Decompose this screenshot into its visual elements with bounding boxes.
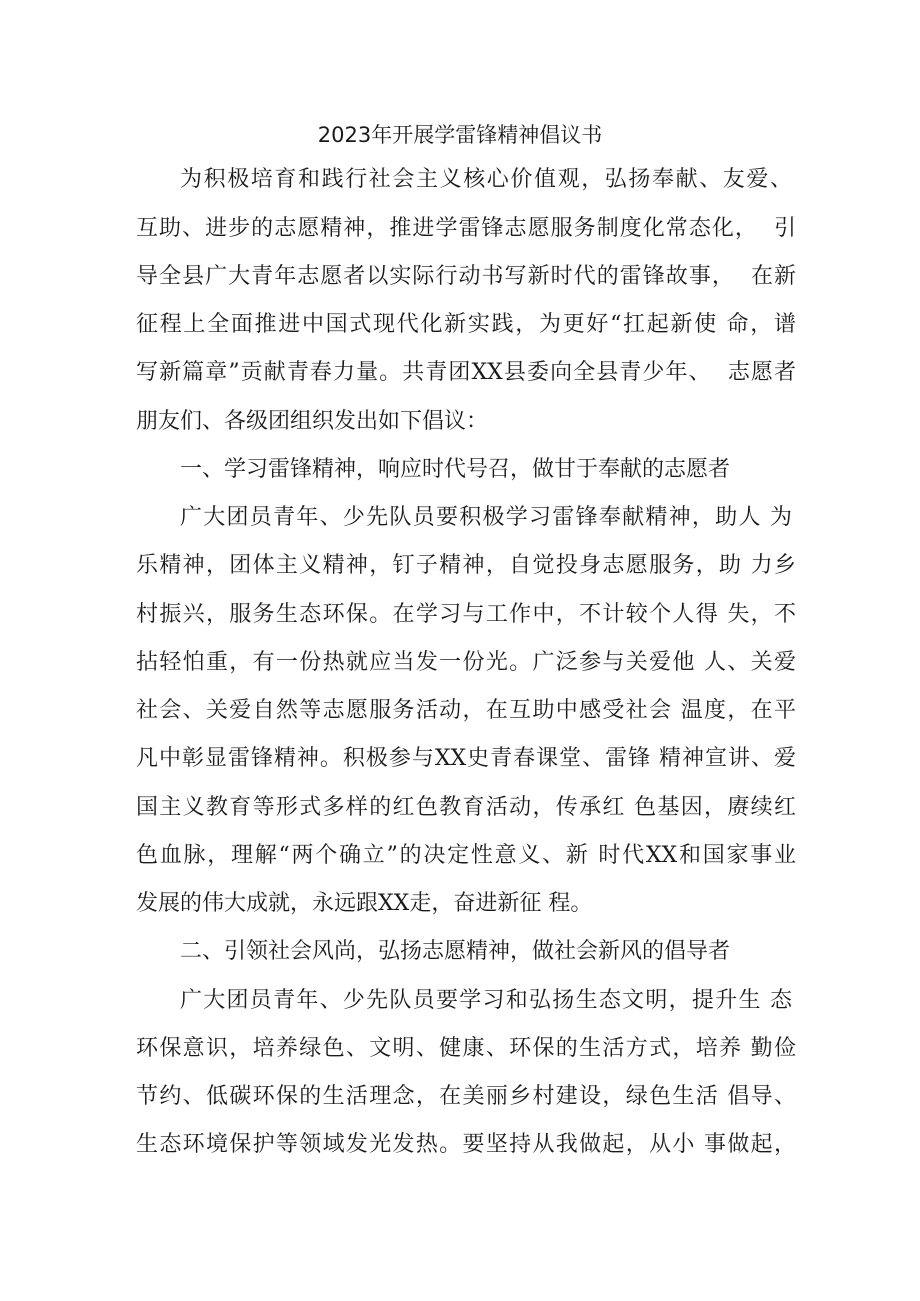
text-line: 社会、关爱自然等志愿服务活动，在互助中感受社会 温度，在平 [136, 698, 796, 723]
text-line: 广大团员青年、少先队员要学习和弘扬生态文明，提升生 态 [180, 988, 792, 1013]
text-line: 乐精神，团体主义精神，钉子精神，自觉投身志愿服务，助 力乡 [136, 553, 796, 578]
text-line: 节约、低碳环保的生活理念，在美丽乡村建设，绿色生活 倡导、 [136, 1084, 796, 1109]
text-line: 色血脉，理解“两个确立”的决定性意义、新 时代XX和国家事业 [136, 843, 796, 868]
text-line: 村振兴，服务生态环保。在学习与工作中，不计较个人得 失，不 [136, 602, 796, 627]
text-line: 广大团员青年、少先队员要积极学习雷锋奉献精神，助人 为 [180, 505, 792, 530]
text-line: 导全县广大青年志愿者以实际行动书写新时代的雷锋故事， 在新 [136, 264, 796, 289]
document-title: 2023年开展学雷锋精神倡议书 [317, 123, 603, 147]
text-line: 生态环境保护等领域发光发热。要坚持从我做起，从小 事做起， [136, 1132, 796, 1157]
text-line: 朋友们、各级团组织发出如下倡议： [136, 409, 489, 434]
text-line: 凡中彰显雷锋精神。积极参与XX史青春课堂、雷锋 精神宣讲、爱 [136, 746, 796, 771]
text-line: 互助、进步的志愿精神，推进学雷锋志愿服务制度化常态化， 引 [136, 216, 796, 241]
text-line: 为积极培育和践行社会主义核心价值观，弘扬奉献、友爱、 [180, 167, 792, 192]
text-line: 写新篇章”贡献青春力量。共青团XX县委向全县青少年、 志愿者 [136, 360, 796, 385]
section-heading: 一、学习雷锋精神，响应时代号召，做甘于奉献的志愿者 [180, 457, 731, 482]
text-line: 征程上全面推进中国式现代化新实践，为更好“扛起新使 命，谱 [136, 312, 796, 337]
text-line: 发展的伟大成就，永远跟XX走，奋进新征 程。 [136, 891, 593, 916]
text-line: 拈轻怕重，有一份热就应当发一份光。广泛参与关爱他 人、关爱 [136, 650, 796, 675]
text-line: 环保意识，培养绿色、文明、健康、环保的生活方式，培养 勤俭 [136, 1036, 796, 1061]
section-heading: 二、引领社会风尚，弘扬志愿精神，做社会新风的倡导者 [180, 939, 731, 964]
text-line: 国主义教育等形式多样的红色教育活动，传承红 色基因，赓续红 [136, 795, 796, 820]
